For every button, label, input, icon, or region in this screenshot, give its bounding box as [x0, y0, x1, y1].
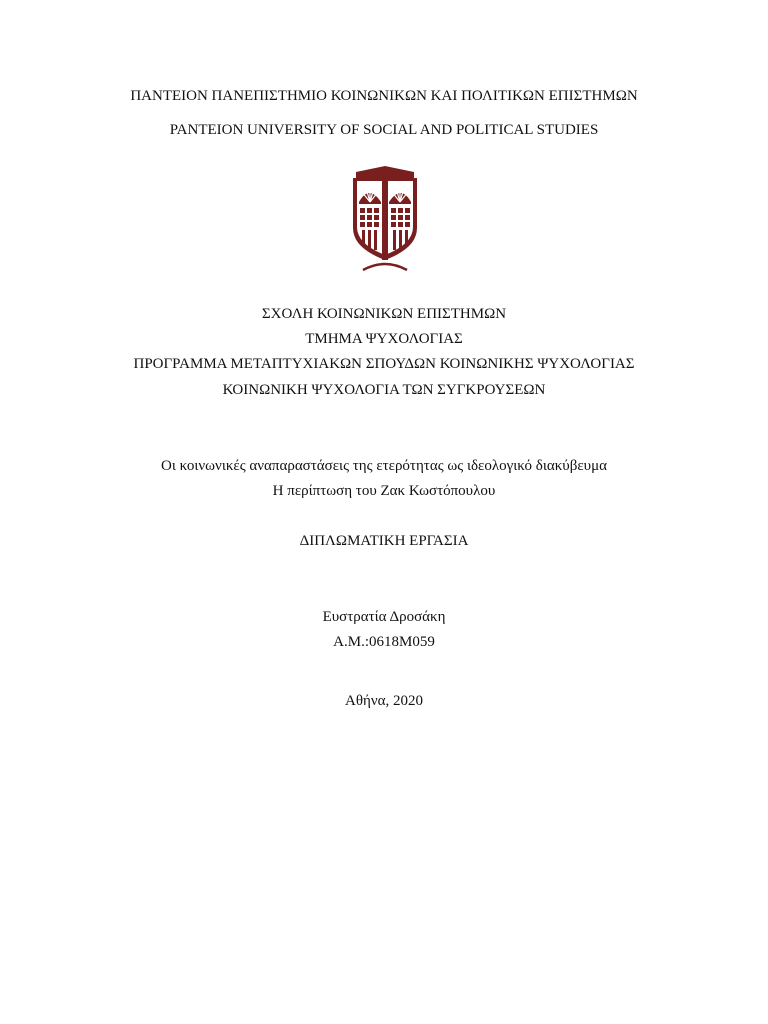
- department-name: ΤΜΗΜΑ ΨΥΧΟΛΟΓΙΑΣ: [305, 331, 463, 347]
- author-name: Ευστρατία Δροσάκη: [322, 609, 446, 625]
- specialization-name: ΚΟΙΝΩΝΙΚΗ ΨΥΧΟΛΟΓΙΑ ΤΩΝ ΣΥΓΚΡΟΥΣΕΩΝ: [222, 382, 546, 398]
- program-name: ΠΡΟΓΡΑΜΜΑ ΜΕΤΑΠΤΥΧΙΑΚΩΝ ΣΠΟΥΔΩΝ ΚΟΙΝΩΝΙΚΗΣ ΨΥΧΟΛΟΓΙΑΣ: [133, 356, 635, 372]
- student-id: Α.Μ.:0618Μ059: [333, 634, 435, 650]
- thesis-type: ΔΙΠΛΩΜΑΤΙΚΗ ΕΡΓΑΣΙΑ: [299, 533, 469, 549]
- university-crest-icon: [350, 166, 420, 274]
- thesis-subtitle: Η περίπτωση του Ζακ Κωστόπουλου: [272, 483, 496, 499]
- university-name-english: PANTEION UNIVERSITY OF SOCIAL AND POLITICAL STUDIES: [169, 122, 599, 138]
- thesis-title: Οι κοινωνικές αναπαραστάσεις της ετερότητας ως ιδεολογικό διακύβευμα: [161, 458, 607, 474]
- place-date: Αθήνα, 2020: [344, 693, 423, 709]
- faculty-name: ΣΧΟΛΗ ΚΟΙΝΩΝΙΚΩΝ ΕΠΙΣΤΗΜΩΝ: [261, 306, 507, 322]
- university-name-greek: ΠΑΝΤΕΙΟΝ ΠΑΝΕΠΙΣΤΗΜΙΟ ΚΟΙΝΩΝΙΚΩΝ ΚΑΙ ΠΟΛΙΤΙΚΩΝ ΕΠΙΣΤΗΜΩΝ: [130, 88, 638, 104]
